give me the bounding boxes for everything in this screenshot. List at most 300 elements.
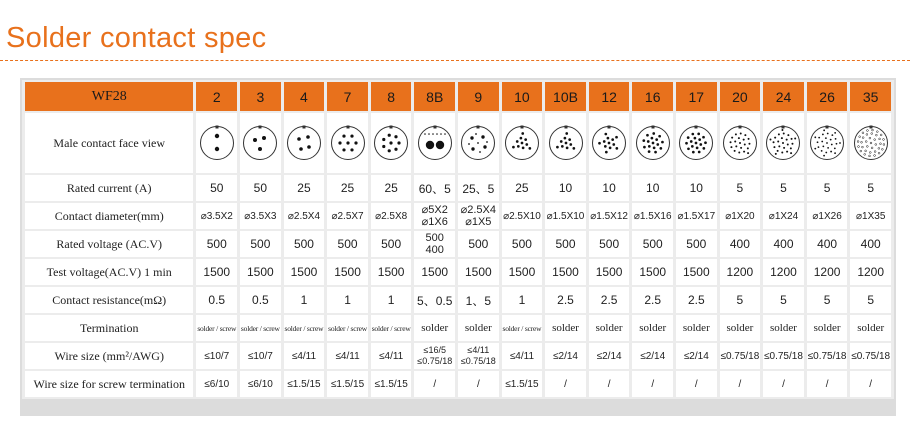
table-cell: 50 [196,175,237,201]
table-cell: / [807,371,848,397]
contact-pin [823,145,825,147]
model-header-17: 17 [676,82,717,111]
contact-pin [436,141,444,149]
face-view-cell [284,113,325,173]
contact-pin [605,151,608,154]
contact-pin [702,136,705,139]
contact-pin [471,136,474,139]
table-cell: ⌀2.5X8 [371,203,412,229]
table-cell: 25 [502,175,543,201]
table-row [25,113,891,173]
contact-pin [873,155,875,157]
table-cell: ⌀1X20 [720,203,761,229]
table-cell: 1500 [196,259,237,285]
contact-pin [878,152,880,154]
table-cell: 10 [545,175,586,201]
contact-pin [565,132,568,135]
model-header-16: 16 [632,82,673,111]
table-cell: 1500 [240,259,281,285]
contact-pin [834,152,836,154]
table-cell: 1、5 [458,287,499,313]
connector-key [346,126,349,129]
table-row [25,203,891,229]
contact-pin [607,137,610,140]
table-cell: 1500 [589,259,630,285]
model-header-10: 10 [502,82,543,111]
table-cell: 5 [720,175,761,201]
contact-pin [821,141,823,143]
contact-pin [486,141,488,143]
table-cell: 25 [327,175,368,201]
table-cell: 1500 [676,259,717,285]
contact-pin [784,147,786,149]
contact-pin [695,142,698,145]
table-cell: 0.5 [196,287,237,313]
contact-pin [658,135,661,138]
table-cell: / [850,371,891,397]
cell-line: 400 [425,244,444,256]
contact-pin [521,132,524,135]
contact-pin [652,132,655,135]
contact-pin [342,134,345,137]
cell-line: ≤0.75/18 [460,356,496,366]
contact-pin [827,147,829,149]
connector-face-icon-2 [199,125,235,161]
contact-pin [832,134,834,136]
title-divider [0,60,910,61]
face-view-cell [196,113,237,173]
connector-key [826,126,829,129]
connector-key [608,126,611,129]
contact-pin [826,142,828,144]
contact-pin [774,146,776,148]
contact-pin [436,133,438,135]
contact-pin [603,140,606,143]
table-cell: solder / screw [327,315,368,341]
contact-pin [598,142,601,145]
contact-pin [388,134,391,137]
table-cell [414,343,455,369]
connector-key [738,126,741,129]
contact-pin [297,137,301,141]
contact-pin [444,133,446,135]
table-cell: 1500 [545,259,586,285]
row-label: Rated voltage (AC.V) [25,231,193,257]
contact-pin [775,153,777,155]
contact-pin [787,143,789,145]
contact-pin [876,131,878,133]
face-view-cell [676,113,717,173]
table-cell: / [589,371,630,397]
contact-pin [783,133,785,135]
contact-pin [696,147,699,150]
contact-pin [652,147,655,150]
contact-pin [787,151,789,153]
contact-pin [857,141,859,143]
contact-pin [691,145,694,148]
table-cell: ≤1.5/15 [502,371,543,397]
contact-pin [604,145,607,148]
contact-pin [528,147,531,150]
contact-pin [875,144,877,146]
contact-pin [871,147,873,149]
table-cell: 1500 [458,259,499,285]
table-cell: 500 [676,231,717,257]
face-view-cell [589,113,630,173]
table-cell: 5、0.5 [414,287,455,313]
row-label: Contact resistance(mΩ) [25,287,193,313]
face-view-cell [763,113,804,173]
table-cell: ≤1.5/15 [284,371,325,397]
cell-line: ≤4/11 [467,345,490,355]
table-cell: ≤0.75/18 [763,343,804,369]
contact-pin [743,151,745,153]
contact-pin [744,143,746,145]
model-header-3: 3 [240,82,281,111]
contact-pin [869,137,871,139]
contact-pin [346,141,349,144]
contact-pin [821,150,823,152]
contact-pin [569,143,572,146]
contact-pin [823,129,825,131]
table-cell: 400 [850,231,891,257]
table-cell: 10 [632,175,673,201]
table-row [25,315,891,341]
table-cell: ⌀2.5X7 [327,203,368,229]
table-cell: solder [589,315,630,341]
table-cell: / [632,371,673,397]
table-cell: ≤0.75/18 [850,343,891,369]
contact-pin [834,132,836,134]
contact-pin [482,135,485,138]
table-cell [458,203,499,229]
table-cell: solder / screw [240,315,281,341]
contact-pin [861,146,863,148]
contact-pin [831,144,833,146]
contact-pin [650,137,653,140]
table-cell: ⌀2.5X10 [502,203,543,229]
table-cell: ⌀1X35 [850,203,891,229]
contact-pin [605,133,608,136]
contact-pin [866,130,868,132]
connector-face-icon-26 [809,125,845,161]
contact-pin [814,148,816,150]
connector-face-icon-12 [591,125,627,161]
contact-pin [883,144,885,146]
table-cell: / [720,371,761,397]
contact-pin [882,139,884,141]
table-cell: ≤4/11 [371,343,412,369]
row-label: Wire size for screw termination [25,371,193,397]
contact-pin [685,142,688,145]
face-view-cell [720,113,761,173]
model-header-12: 12 [589,82,630,111]
contact-pin [704,141,707,144]
table-cell: ⌀1.5X10 [545,203,586,229]
connector-key [433,126,436,129]
contact-pin [563,137,566,140]
contact-pin [700,143,703,146]
contact-pin [647,150,650,153]
contact-pin [862,132,864,134]
table-cell: 5 [763,175,804,201]
contact-pin [479,151,481,153]
contact-pin [740,147,742,149]
contact-pin [643,146,646,149]
contact-pin [388,149,391,152]
table-cell: 1500 [284,259,325,285]
contact-pin [875,134,877,136]
contact-pin [873,139,875,141]
table-cell: 400 [720,231,761,257]
contact-pin [870,142,872,144]
contact-pin [651,142,654,145]
table-cell: 2.5 [589,287,630,313]
contact-pin [687,147,690,150]
contact-pin [656,143,659,146]
contact-pin [306,135,310,139]
contact-pin [556,146,559,149]
connector-key [695,126,698,129]
contact-pin [878,138,880,140]
contact-pin [613,143,616,146]
contact-pin [564,142,567,145]
connector-shell [418,127,451,160]
row-label: Termination [25,315,193,341]
table-cell: ⌀2.5X4 [284,203,325,229]
contact-pin [825,152,827,154]
table-cell: ≤2/14 [545,343,586,369]
contact-pin [744,134,746,136]
contact-pin [735,145,737,147]
model-header-20: 20 [720,82,761,111]
contact-pin [690,140,693,143]
table-cell: ≤0.75/18 [807,343,848,369]
table-cell: ≤6/10 [196,371,237,397]
contact-pin [512,146,515,149]
contact-pin [775,137,777,139]
contact-pin [779,145,781,147]
contact-pin [781,137,783,139]
contact-pin [860,141,862,143]
contact-pin [307,145,311,149]
contact-pin [350,134,353,137]
table-cell: 0.5 [240,287,281,313]
cell-line: ⌀5X2 [421,204,448,216]
model-header-2: 2 [196,82,237,111]
table-cell: 1500 [502,259,543,285]
contact-pin [382,145,385,148]
contact-pin [642,139,645,142]
table-cell: ≤2/14 [676,343,717,369]
cell-line: 500 [425,232,444,244]
connector-face-icon-8 [373,125,409,161]
contact-pin [748,143,750,145]
spec-table [22,80,894,399]
contact-pin [782,129,784,131]
table-cell: 25 [284,175,325,201]
contact-pin [654,151,657,154]
table-cell: ≤2/14 [589,343,630,369]
contact-pin [608,142,611,145]
table-row [25,231,891,257]
table-cell: solder [414,315,455,341]
table-cell: 1500 [371,259,412,285]
table-cell: 1200 [763,259,804,285]
contact-pin [524,138,527,141]
table-cell: ≤4/11 [502,343,543,369]
face-view-cell [850,113,891,173]
table-cell: solder [850,315,891,341]
table-cell: / [414,371,455,397]
page-title: Solder contact spec [6,22,267,54]
row-label: Male contact face view [25,113,193,173]
table-cell: 2.5 [545,287,586,313]
contact-pin [738,151,740,153]
contact-pin [778,133,780,135]
table-row [25,287,891,313]
model-header-8B: 8B [414,82,455,111]
connector-face-icon-7 [330,125,366,161]
contact-pin [743,139,745,141]
contact-pin [699,138,702,141]
contact-pin [858,136,860,138]
contact-pin [818,137,820,139]
table-cell: 400 [763,231,804,257]
contact-pin [823,155,825,157]
contact-pin [262,136,266,140]
contact-pin [516,140,519,143]
contact-pin [782,142,784,144]
face-view-cell [807,113,848,173]
face-view-cell [240,113,281,173]
connector-shell [200,127,233,160]
contact-pin [559,140,562,143]
contact-pin [609,147,612,150]
contact-pin [738,137,740,139]
model-header-7: 7 [327,82,368,111]
table-cell: 400 [807,231,848,257]
table-cell: solder [720,315,761,341]
contact-pin [788,134,790,136]
table-cell: 1200 [850,259,891,285]
connector-key [564,126,567,129]
face-view-cell [371,113,412,173]
contact-pin [786,139,788,141]
contact-pin [659,147,662,150]
table-cell: 25 [371,175,412,201]
contact-pin [814,136,816,138]
table-cell: solder / screw [284,315,325,341]
contact-pin [440,133,442,135]
contact-pin [253,138,257,142]
face-view-cell [327,113,368,173]
connector-face-icon-9 [460,125,496,161]
table-cell: 1500 [327,259,368,285]
contact-pin [698,133,701,136]
contact-pin [827,133,829,135]
face-view-cell [414,113,455,173]
table-cell: ⌀1X26 [807,203,848,229]
contact-pin [615,136,618,139]
table-cell: 5 [763,287,804,313]
contact-pin [836,143,838,145]
row-label: Test voltage(AC.V) 1 min [25,259,193,285]
connector-face-icon-4 [286,125,322,161]
contact-pin [747,138,749,140]
table-cell: 2.5 [632,287,673,313]
contact-pin [698,151,701,154]
contact-pin [428,133,430,135]
contact-pin [484,145,487,148]
connector-key [520,126,523,129]
table-cell [414,231,455,257]
table-cell: ≤1.5/15 [371,371,412,397]
contact-pin [791,152,793,154]
contact-pin [835,138,837,140]
table-cell: 1200 [720,259,761,285]
face-view-cell [502,113,543,173]
contact-pin [834,147,836,149]
contact-pin [878,147,880,149]
contact-pin [661,141,664,144]
table-cell: solder [632,315,673,341]
contact-pin [773,141,775,143]
table-cell: 50 [240,175,281,201]
connector-key [259,126,262,129]
table-cell: 25、5 [458,175,499,201]
table-cell: / [676,371,717,397]
table-cell: ≤10/7 [196,343,237,369]
model-header-8: 8 [371,82,412,111]
table-row [25,259,891,285]
table-cell: solder [676,315,717,341]
contact-pin [215,147,219,151]
model-header-10B: 10B [545,82,586,111]
table-cell: 5 [807,287,848,313]
connector-shell [244,127,277,160]
contact-pin [770,139,772,141]
contact-pin [477,142,479,144]
contact-pin [830,139,832,141]
table-cell: ≤4/11 [284,343,325,369]
contact-pin [560,145,563,148]
table-cell: ⌀1.5X12 [589,203,630,229]
contact-pin [647,140,650,143]
contact-pin [747,147,749,149]
contact-pin [734,141,736,143]
contact-pin [830,151,832,153]
row-label: Contact diameter(mm) [25,203,193,229]
table-cell: solder [545,315,586,341]
model-header-9: 9 [458,82,499,111]
table-cell: 5 [720,287,761,313]
table-cell: / [763,371,804,397]
connector-key [302,126,305,129]
table-cell: 10 [676,175,717,201]
table-cell: 1500 [414,259,455,285]
model-header-26: 26 [807,82,848,111]
contact-pin [395,148,398,151]
contact-pin [382,138,385,141]
contact-pin [795,137,797,139]
table-cell: ⌀1.5X16 [632,203,673,229]
table-cell: ≤4/11 [327,343,368,369]
contact-pin [857,146,859,148]
table-cell: 1 [371,287,412,313]
contact-pin [646,134,649,137]
connector-key [651,126,654,129]
